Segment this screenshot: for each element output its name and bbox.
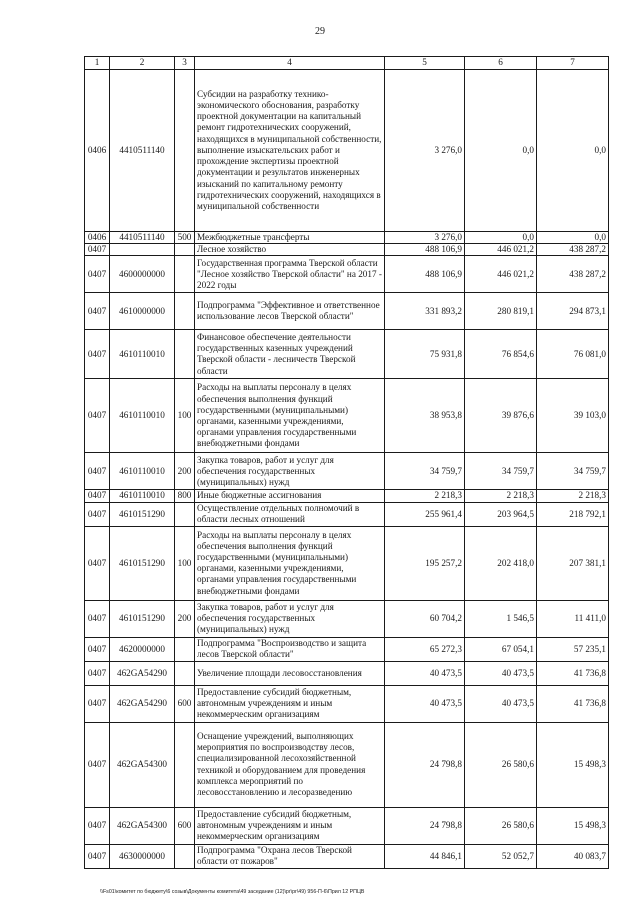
cell-v7: 438 287,2 bbox=[537, 244, 609, 256]
cell-v6: 280 819,1 bbox=[465, 293, 537, 330]
cell-name: Увеличение площади лесовосстановления bbox=[195, 661, 385, 685]
cell-vr bbox=[175, 637, 195, 661]
cell-v7: 39 103,0 bbox=[537, 379, 609, 453]
cell-v7: 294 873,1 bbox=[537, 293, 609, 330]
cell-name: Предоставление субсидий бюджетным, автономным учреждениям и иным некоммерческим организациям bbox=[195, 807, 385, 844]
cell-v7: 11 411,0 bbox=[537, 600, 609, 637]
cell-v7: 41 736,8 bbox=[537, 661, 609, 685]
cell-v7: 15 498,3 bbox=[537, 807, 609, 844]
cell-v5: 2 218,3 bbox=[385, 490, 465, 502]
cell-csr: 4610151290 bbox=[110, 526, 175, 600]
cell-name: Государственная программа Тверской области "Лесное хозяйство Тверской области" на 2017 - 2022 годы bbox=[195, 256, 385, 293]
cell-csr: 462GA54290 bbox=[110, 685, 175, 722]
cell-rz: 0407 bbox=[85, 330, 110, 379]
cell-vr: 600 bbox=[175, 685, 195, 722]
cell-name: Осуществление отдельных полномочий в области лесных отношений bbox=[195, 502, 385, 526]
cell-vr bbox=[175, 502, 195, 526]
cell-vr: 100 bbox=[175, 526, 195, 600]
cell-vr bbox=[175, 293, 195, 330]
cell-v5: 34 759,7 bbox=[385, 453, 465, 490]
cell-v6: 0,0 bbox=[465, 232, 537, 244]
cell-rz: 0406 bbox=[85, 232, 110, 244]
cell-v5: 3 276,0 bbox=[385, 232, 465, 244]
cell-v6: 67 054,1 bbox=[465, 637, 537, 661]
cell-v5: 75 931,8 bbox=[385, 330, 465, 379]
table-row bbox=[85, 661, 609, 685]
cell-name: Финансовое обеспечение деятельности государственных казенных учреждений Тверской области - лесничеств Тверской области bbox=[195, 330, 385, 379]
table-row bbox=[85, 722, 609, 807]
cell-vr: 600 bbox=[175, 807, 195, 844]
cell-v7: 438 287,2 bbox=[537, 256, 609, 293]
cell-vr bbox=[175, 244, 195, 256]
cell-v5: 255 961,4 bbox=[385, 502, 465, 526]
cell-csr: 4610110010 bbox=[110, 330, 175, 379]
cell-csr: 4600000000 bbox=[110, 256, 175, 293]
header-cell: 3 bbox=[175, 57, 195, 70]
cell-v5: 331 893,2 bbox=[385, 293, 465, 330]
table-row bbox=[85, 256, 609, 293]
cell-rz: 0407 bbox=[85, 637, 110, 661]
cell-v7: 57 235,1 bbox=[537, 637, 609, 661]
cell-v6: 52 052,7 bbox=[465, 844, 537, 868]
cell-csr: 4410511140 bbox=[110, 70, 175, 232]
cell-v7: 0,0 bbox=[537, 70, 609, 232]
cell-csr: 462GA54290 bbox=[110, 661, 175, 685]
cell-rz: 0407 bbox=[85, 600, 110, 637]
cell-v6: 26 580,6 bbox=[465, 722, 537, 807]
header-cell: 7 bbox=[537, 57, 609, 70]
cell-csr: 462GA54300 bbox=[110, 722, 175, 807]
cell-name: Межбюджетные трансферты bbox=[195, 232, 385, 244]
cell-rz: 0407 bbox=[85, 244, 110, 256]
cell-csr: 4610000000 bbox=[110, 293, 175, 330]
cell-name: Субсидии на разработку технико-экономического обоснования, разработку проектной документации на капитальный ремонт гидротехнических сооружений, находящихся в муниципальной собственности, выполнение изыскательских работ и прохождение экспертизы проектной документации и результатов инженерных изысканий по капитальному ремонту гидротехнических сооружений, находящихся в муниципальной собственности bbox=[195, 70, 385, 232]
cell-vr: 800 bbox=[175, 490, 195, 502]
cell-csr: 4610110010 bbox=[110, 453, 175, 490]
cell-vr bbox=[175, 330, 195, 379]
cell-name: Оснащение учреждений, выполняющих мероприятия по воспроизводству лесов, специализированной лесохозяйственной техникой и оборудованием для проведения комплекса мероприятий по лесовосстановлению и лесоразведению bbox=[195, 722, 385, 807]
cell-name: Подпрограмма "Воспроизводство и защита лесов Тверской области" bbox=[195, 637, 385, 661]
table-header-row bbox=[85, 57, 609, 70]
cell-v6: 1 546,5 bbox=[465, 600, 537, 637]
table-row bbox=[85, 490, 609, 502]
cell-name: Предоставление субсидий бюджетным, автономным учреждениям и иным некоммерческим организациям bbox=[195, 685, 385, 722]
table-row bbox=[85, 330, 609, 379]
header-cell: 2 bbox=[110, 57, 175, 70]
table-row bbox=[85, 293, 609, 330]
cell-name: Подпрограмма "Охрана лесов Тверской области от пожаров" bbox=[195, 844, 385, 868]
cell-rz: 0407 bbox=[85, 844, 110, 868]
cell-csr: 4630000000 bbox=[110, 844, 175, 868]
cell-v5: 24 798,8 bbox=[385, 722, 465, 807]
cell-rz: 0407 bbox=[85, 490, 110, 502]
cell-name: Расходы на выплаты персоналу в целях обеспечения выполнения функций государственными (муниципальными) органами, казенными учреждениями, органами управления государственными внебюджетными фондами bbox=[195, 379, 385, 453]
cell-v7: 2 218,3 bbox=[537, 490, 609, 502]
cell-v6: 446 021,2 bbox=[465, 244, 537, 256]
header-cell: 5 bbox=[385, 57, 465, 70]
table-row bbox=[85, 600, 609, 637]
cell-v5: 488 106,9 bbox=[385, 244, 465, 256]
cell-rz: 0407 bbox=[85, 685, 110, 722]
cell-v5: 44 846,1 bbox=[385, 844, 465, 868]
cell-v6: 202 418,0 bbox=[465, 526, 537, 600]
cell-v7: 218 792,1 bbox=[537, 502, 609, 526]
cell-v7: 41 736,8 bbox=[537, 685, 609, 722]
cell-name: Расходы на выплаты персоналу в целях обеспечения выполнения функций государственными (муниципальными) органами, казенными учреждениями, органами управления государственными внебюджетными фондами bbox=[195, 526, 385, 600]
cell-v5: 195 257,2 bbox=[385, 526, 465, 600]
cell-v7: 15 498,3 bbox=[537, 722, 609, 807]
cell-csr bbox=[110, 244, 175, 256]
cell-vr: 100 bbox=[175, 379, 195, 453]
cell-v7: 40 083,7 bbox=[537, 844, 609, 868]
table-row bbox=[85, 379, 609, 453]
budget-table bbox=[84, 56, 609, 869]
cell-v6: 76 854,6 bbox=[465, 330, 537, 379]
cell-v6: 39 876,6 bbox=[465, 379, 537, 453]
header-cell: 6 bbox=[465, 57, 537, 70]
cell-vr bbox=[175, 256, 195, 293]
cell-vr bbox=[175, 70, 195, 232]
cell-rz: 0407 bbox=[85, 256, 110, 293]
header-cell: 4 bbox=[195, 57, 385, 70]
cell-rz: 0406 bbox=[85, 70, 110, 232]
cell-v6: 34 759,7 bbox=[465, 453, 537, 490]
cell-name: Закупка товаров, работ и услуг для обеспечения государственных (муниципальных) нужд bbox=[195, 600, 385, 637]
table-row bbox=[85, 844, 609, 868]
cell-v5: 65 272,3 bbox=[385, 637, 465, 661]
cell-csr: 4610110010 bbox=[110, 490, 175, 502]
cell-v5: 40 473,5 bbox=[385, 685, 465, 722]
table-row bbox=[85, 232, 609, 244]
cell-rz: 0407 bbox=[85, 526, 110, 600]
cell-csr: 4610151290 bbox=[110, 502, 175, 526]
cell-csr: 4620000000 bbox=[110, 637, 175, 661]
cell-name: Подпрограмма "Эффективное и ответственное использование лесов Тверской области" bbox=[195, 293, 385, 330]
header-cell: 1 bbox=[85, 57, 110, 70]
cell-v6: 40 473,5 bbox=[465, 685, 537, 722]
cell-csr: 4410511140 bbox=[110, 232, 175, 244]
cell-name: Иные бюджетные ассигнования bbox=[195, 490, 385, 502]
cell-v6: 40 473,5 bbox=[465, 661, 537, 685]
cell-v5: 38 953,8 bbox=[385, 379, 465, 453]
table-row bbox=[85, 526, 609, 600]
table-row bbox=[85, 453, 609, 490]
cell-v5: 3 276,0 bbox=[385, 70, 465, 232]
cell-name: Закупка товаров, работ и услуг для обеспечения государственных (муниципальных) нужд bbox=[195, 453, 385, 490]
cell-v5: 40 473,5 bbox=[385, 661, 465, 685]
cell-v5: 60 704,2 bbox=[385, 600, 465, 637]
cell-rz: 0407 bbox=[85, 807, 110, 844]
cell-v7: 207 381,1 bbox=[537, 526, 609, 600]
cell-v5: 24 798,8 bbox=[385, 807, 465, 844]
cell-v6: 0,0 bbox=[465, 70, 537, 232]
table-row bbox=[85, 637, 609, 661]
cell-vr bbox=[175, 722, 195, 807]
cell-v6: 2 218,3 bbox=[465, 490, 537, 502]
cell-vr bbox=[175, 844, 195, 868]
cell-name: Лесное хозяйство bbox=[195, 244, 385, 256]
cell-rz: 0407 bbox=[85, 379, 110, 453]
file-path-footer: \\Fs01\комитет по бюджету\6 созыв\Документы комитета\49 заседание (12)\pr\pr\49) 956-П-6\Прил 12 РПЦВ bbox=[100, 889, 365, 895]
cell-csr: 4610151290 bbox=[110, 600, 175, 637]
cell-v6: 446 021,2 bbox=[465, 256, 537, 293]
cell-vr: 200 bbox=[175, 453, 195, 490]
cell-v6: 26 580,6 bbox=[465, 807, 537, 844]
cell-v7: 34 759,7 bbox=[537, 453, 609, 490]
cell-csr: 462GA54300 bbox=[110, 807, 175, 844]
cell-vr bbox=[175, 661, 195, 685]
page-number: 29 bbox=[315, 26, 325, 37]
cell-rz: 0407 bbox=[85, 722, 110, 807]
cell-csr: 4610110010 bbox=[110, 379, 175, 453]
cell-v7: 0,0 bbox=[537, 232, 609, 244]
cell-rz: 0407 bbox=[85, 293, 110, 330]
cell-rz: 0407 bbox=[85, 453, 110, 490]
cell-vr: 200 bbox=[175, 600, 195, 637]
cell-v5: 488 106,9 bbox=[385, 256, 465, 293]
table-row bbox=[85, 244, 609, 256]
table-row bbox=[85, 70, 609, 232]
cell-v7: 76 081,0 bbox=[537, 330, 609, 379]
table-row bbox=[85, 807, 609, 844]
cell-rz: 0407 bbox=[85, 661, 110, 685]
table-row bbox=[85, 685, 609, 722]
table-row bbox=[85, 502, 609, 526]
cell-rz: 0407 bbox=[85, 502, 110, 526]
cell-v6: 203 964,5 bbox=[465, 502, 537, 526]
cell-vr: 500 bbox=[175, 232, 195, 244]
